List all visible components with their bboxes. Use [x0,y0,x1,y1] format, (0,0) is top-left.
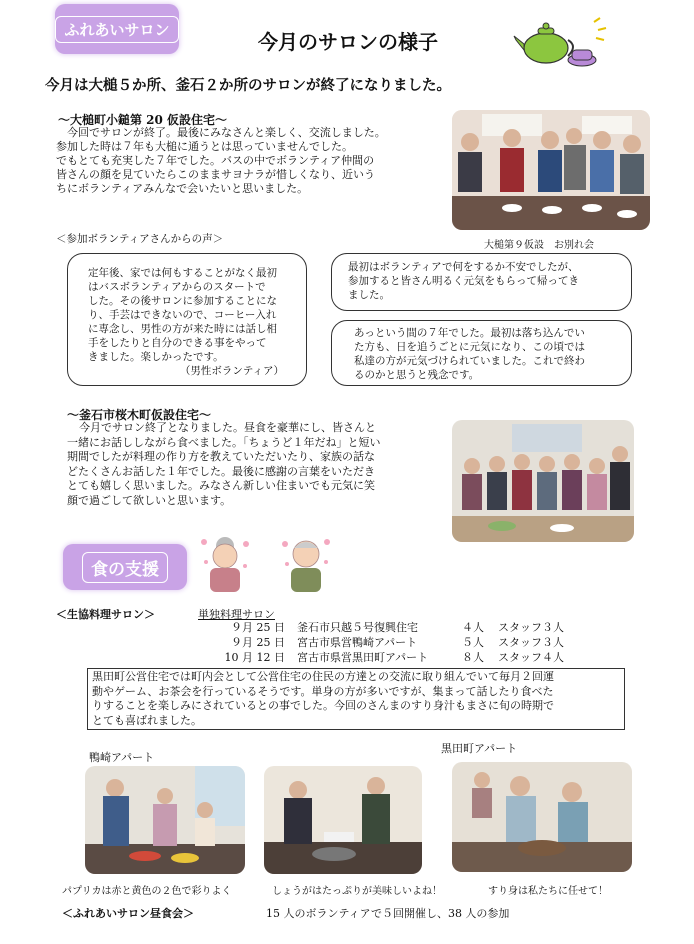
otsuchi-heading: ～大槌町小鎚第 20 仮設住宅～ [58,113,228,127]
voice-right-line: るのかと思うと残念です。 [354,369,480,381]
schedule-place: 釜石市只越５号復興住宅 [297,621,418,634]
coop-salon-label: ＜生協料理サロン＞ [56,608,155,621]
note-line: 動やゲーム、お茶会を行っているそうです。単身の方が多いですが、集まって話したり食べた [92,684,554,698]
voice-right-line: 最初はボランティアで何をするか不安でしたが、 [348,261,579,273]
salon-tag [55,4,179,54]
schedule-place: 宮古市県営鴨崎アパート [297,636,418,649]
otsuchi-line: でもとても充実した７年でした。バスの中でボランティア仲間の [56,154,375,167]
schedule-date: ９月 25 日 [231,621,285,634]
kamaishi-line: 今月でサロン終了となりました。昼食を豪華にし、皆さんと [79,421,376,434]
schedule-staff: スタッフ３人 [498,621,564,634]
kamaishi-body [67,421,447,508]
schedule-row [205,635,564,650]
photo-caption-1: パプリカは赤と黄色の２色で彩りよく [62,886,232,897]
solo-salon-label: 単独料理サロン [198,608,275,621]
schedule-date: 10 月 12 日 [224,651,285,664]
voice-right-line: 参加すると皆さん明るく元気をもらって帰ってき [348,275,579,287]
note-line: とても喜ばれました。 [92,713,202,727]
otsuchi-line: 参加した時は７年も大槌に通うとは思っていませんでした。 [56,140,353,153]
schedule-people: ５人 [462,636,484,649]
teapot-icon [512,16,610,72]
note-line: りすることを楽しみにされているとの事でした。今回のさんまのすり身汁もまさに旬の時期で [92,699,554,712]
voice-left-line: した。その後サロンに参加することにな [88,295,277,307]
kamaishi-line: 期間でしたが料理の作り方を教えていただいたり、家族の話な [67,450,375,463]
voice-left-line: り、手芸はできないので、コーヒー入れ [88,309,277,321]
otsuchi-photo-caption: 大槌第９仮設 お別れ会 [484,240,594,251]
voice-left-line: きました。楽しかったです。 [88,351,224,363]
voices-heading: ＜参加ボランティアさんからの声＞ [56,233,224,245]
otsuchi-farewell-photo [452,110,650,230]
otsuchi-line: 皆さんの顔を見ていたらこのままサヨナラが惜しくなり、近いう [56,168,375,181]
photo-caption-3: すり身は私たちに任せて！ [488,886,608,897]
elderly-woman-icon [198,532,252,594]
schedule-people: ８人 [462,651,484,664]
voice-bubble-right-2 [331,320,632,386]
kurota-label: 黒田町アパート [441,742,518,755]
voice-left-line: に専念し、男性の方が来た時には話し相 [88,323,277,335]
voice-left-line: はバスボランティアからのスタートで [88,281,266,293]
salon-tag-label: ふれあいサロン [55,16,178,43]
schedule-place: 宮古市県営黒田町アパート [297,651,429,664]
food-schedule [205,620,564,665]
kamaishi-heading: ～釜石市桜木町仮設住宅～ [67,408,212,422]
voice-left-line: 手をしたりと自分のできる事をやって [88,337,267,349]
voice-bubble-left [67,253,307,386]
kamaishi-line: どたくさんお話した１年でした。最後に感謝の言葉をいただき [67,464,375,478]
cooking-photo-1 [85,766,245,874]
schedule-staff: スタッフ３人 [498,636,564,649]
otsuchi-line: ちにボランティアみんなで会いたいと思いました。 [56,182,309,195]
kurota-note-box [87,668,625,730]
photo-caption-2: しょうがはたっぷりが美味しいよね！ [272,886,442,897]
kamaishi-line: 顔で過ごして欲しいと思います。 [67,493,232,507]
otsuchi-body [56,126,446,196]
food-support-label: 食の支援 [82,552,168,583]
schedule-date: ９月 25 日 [231,636,285,649]
voice-right-line: あっという間の７年でした。最初は落ち込んでい [354,327,585,339]
elderly-man-icon [279,532,333,594]
kamosaki-label: 鴨崎アパート [89,751,155,764]
voice-left-line: 定年後、家では何もすることがなく最初 [88,267,277,279]
voice-right-line: た方も、日を追うごとに元気になり、この頃では [354,341,585,353]
page-title: 今月のサロンの様子 [258,30,438,54]
voice-right-line: ました。 [348,289,390,301]
schedule-people: ４人 [462,621,484,634]
lunch-label: ＜ふれあいサロン昼食会＞ [62,907,194,920]
food-support-tag [63,544,187,590]
cooking-photo-2 [264,766,422,874]
schedule-row [205,650,564,665]
kamaishi-group-photo [452,420,634,542]
voice-bubble-right-1 [331,253,632,311]
kamaishi-line: とても嬉しく思いました。みなさん新しい住まいでも元気に笑 [67,479,375,492]
cooking-photo-3 [452,762,632,872]
otsuchi-line: 今回でサロンが終了。最後にみなさんと楽しく、交流しました。 [67,126,386,139]
lead-text: 今月は大槌５か所、釜石２か所のサロンが終了になりました。 [45,77,451,94]
schedule-row [205,620,564,635]
note-line: 黒田町公営住宅では町内会として公営住宅の住民の方達との交流に取り組んでいて毎月２回運 [92,670,554,683]
lunch-text: 15 人のボランティアで５回開催し、38 人の参加 [266,907,510,920]
kamaishi-line: 一緒にお話ししながら食べました。「ちょうど１年だね」と短い [67,435,381,449]
voice-left-sign: （男性ボランティア） [179,365,284,377]
schedule-staff: スタッフ４人 [498,651,564,664]
voice-right-line: 私達の方が元気づけられていました。これで終わ [354,355,585,367]
